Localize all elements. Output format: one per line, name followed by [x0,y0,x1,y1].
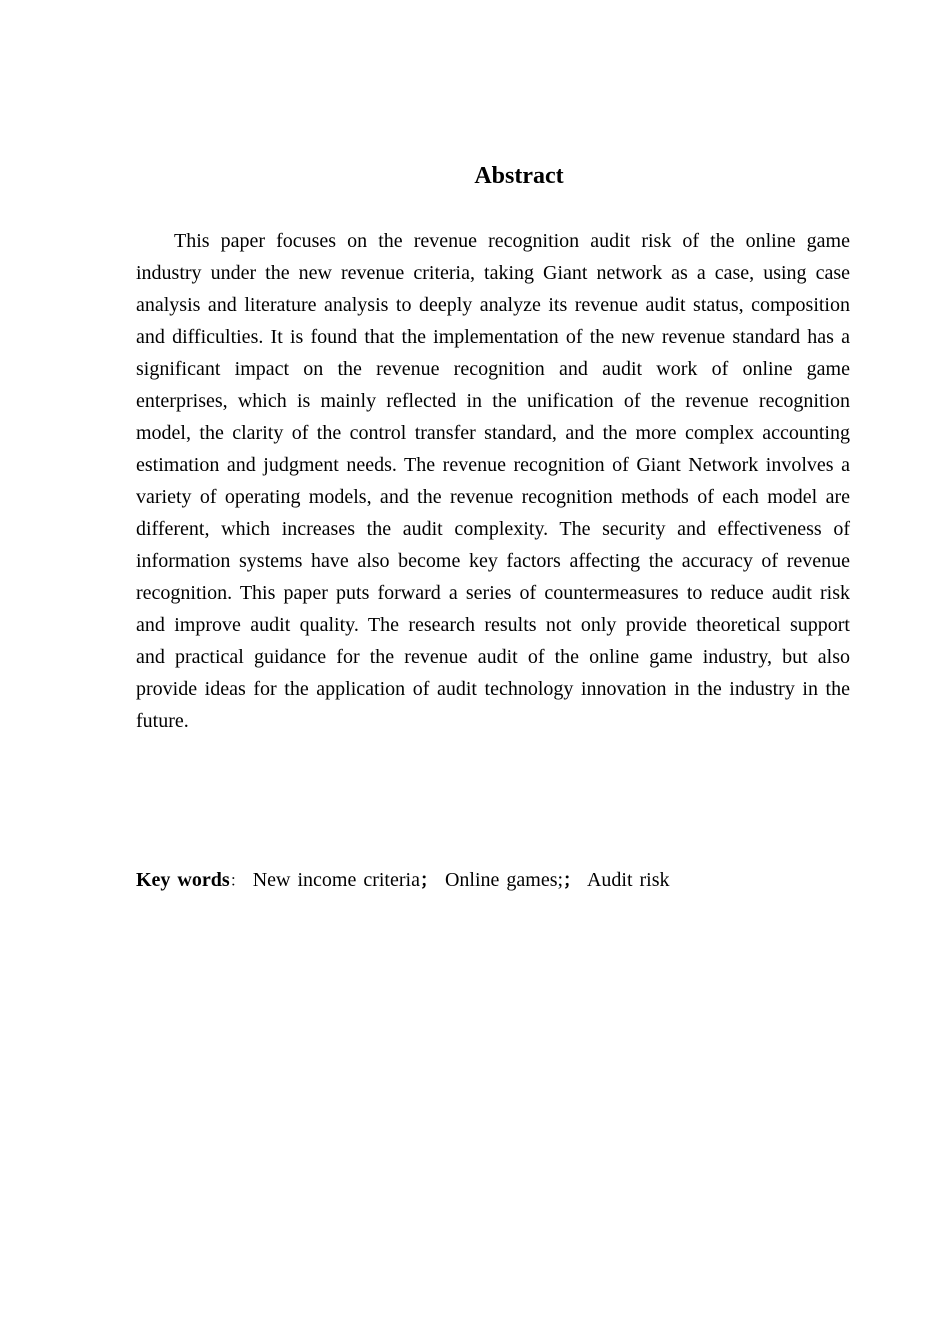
keywords-colon: ： [229,871,246,890]
keyword-item: Online games; [444,869,564,891]
abstract-title: Abstract [474,163,564,189]
keyword-item: New income criteria [252,869,420,891]
keywords-label: Key words [136,869,230,891]
keyword-separator: ； [419,870,438,891]
keyword-item: Audit risk [586,869,670,891]
keyword-separator: ； [563,870,582,891]
abstract-body: This paper focuses on the revenue recognition audit risk of the online game industry under the new revenue criteria, taking Giant network as a case, using case analysis and literature analysis to deeply analyze its revenue audit status, composition and difficulties. It is found that the implementation of the new revenue standard has a significant impact on the revenue recognition and audit work of online game enterprises, which is mainly reflected in the unification of the revenue recognition model, the clarity of the control transfer standard, and the more complex accounting estimation and judgment needs. The revenue recognition of Giant Network involves a variety of operating models, and the revenue recognition methods of each model are different, which increases the audit complexity. The security and effectiveness of information systems have also become key factors affecting the accuracy of revenue recognition. This paper puts forward a series of countermeasures to reduce audit risk and improve audit quality. The research results not only provide theoretical support and practical guidance for the revenue audit of the online game industry, but also provide ideas for the application of audit technology innovation in the industry in the future. [136,230,850,732]
keywords-line [136,864,850,897]
